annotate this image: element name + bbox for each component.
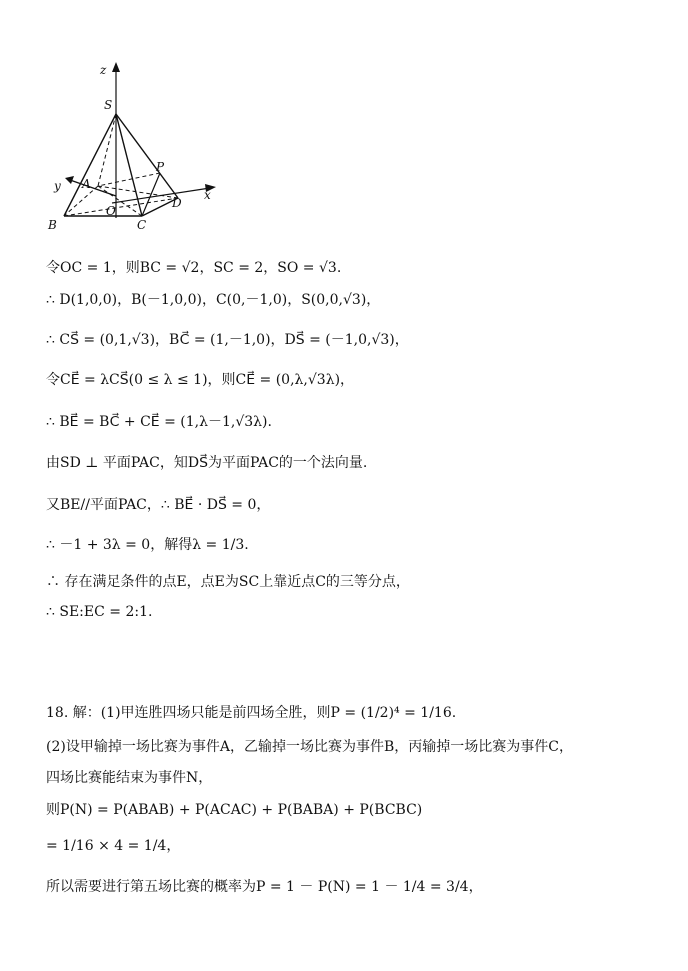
text-line-9: ∴ 存在满足条件的点E，点E为SC上靠近点C的三等分点， bbox=[46, 574, 410, 590]
y-axis bbox=[70, 180, 116, 196]
text-line-5: ∴ BE⃗ = BC⃗ + CE⃗ = (1,λ－1,√3λ). bbox=[46, 414, 272, 430]
problem-18-part2-line2: 四场比赛能结束为事件N， bbox=[46, 770, 213, 786]
text-line-2: ∴ D(1,0,0)，B(－1,0,0)，C(0,－1,0)，S(0,0,√3)， bbox=[46, 292, 381, 308]
pyramid-figure bbox=[40, 58, 230, 238]
problem-18-part2-line5: 所以需要进行第五场比赛的概率为P = 1 － P(N) = 1 － 1/4 = 3/4， bbox=[46, 879, 483, 895]
problem-18-part2-line3: 则P(N) = P(ABAB) + P(ACAC) + P(BABA) + P(BCBC) bbox=[46, 802, 423, 818]
edge-SA bbox=[98, 114, 116, 186]
y-axis-arrow bbox=[65, 176, 74, 184]
label-x: x bbox=[204, 188, 211, 202]
edge-SD bbox=[116, 114, 178, 198]
problem-18-part2-line1: (2)设甲输掉一场比赛为事件A，乙输掉一场比赛为事件B，丙输掉一场比赛为事件C， bbox=[46, 739, 573, 755]
problem-18-part2-line4: = 1/16 × 4 = 1/4， bbox=[46, 838, 181, 854]
edge-DA bbox=[98, 186, 178, 198]
label-y: y bbox=[54, 179, 61, 193]
z-axis-arrow bbox=[112, 62, 120, 72]
text-line-4: 令CE⃗ = λCS⃗(0 ≤ λ ≤ 1)，则CE⃗ = (0,λ,√3λ)， bbox=[46, 372, 355, 388]
edge-SB bbox=[64, 114, 116, 216]
text-line-7: 又BE//平面PAC，∴ BE⃗ · DS⃗ = 0， bbox=[46, 497, 271, 513]
label-D: D bbox=[172, 196, 182, 210]
text-line-10: ∴ SE:EC = 2:1. bbox=[46, 604, 153, 620]
label-C: C bbox=[137, 218, 147, 232]
problem-18-part1: 18. 解：(1)甲连胜四场只能是前四场全胜，则P = (1/2)⁴ = 1/16. bbox=[46, 705, 457, 721]
label-B: B bbox=[48, 218, 57, 232]
text-line-6: 由SD ⊥ 平面PAC，知DS⃗为平面PAC的一个法向量. bbox=[46, 455, 368, 471]
text-line-3: ∴ CS⃗ = (0,1,√3)，BC⃗ = (1,－1,0)，DS⃗ = (－1,0,√3)， bbox=[46, 332, 409, 348]
label-S: S bbox=[104, 98, 113, 112]
label-P: P bbox=[156, 160, 165, 174]
label-z: z bbox=[100, 63, 107, 77]
text-line-8: ∴ －1 + 3λ = 0，解得λ = 1/3. bbox=[46, 537, 249, 553]
segment-PC bbox=[142, 173, 160, 216]
label-O: O bbox=[106, 204, 116, 218]
text-line-1: 令OC = 1，则BC = √2，SC = 2，SO = √3. bbox=[46, 260, 342, 276]
segment-PA bbox=[98, 173, 160, 186]
label-A: A bbox=[82, 177, 91, 191]
